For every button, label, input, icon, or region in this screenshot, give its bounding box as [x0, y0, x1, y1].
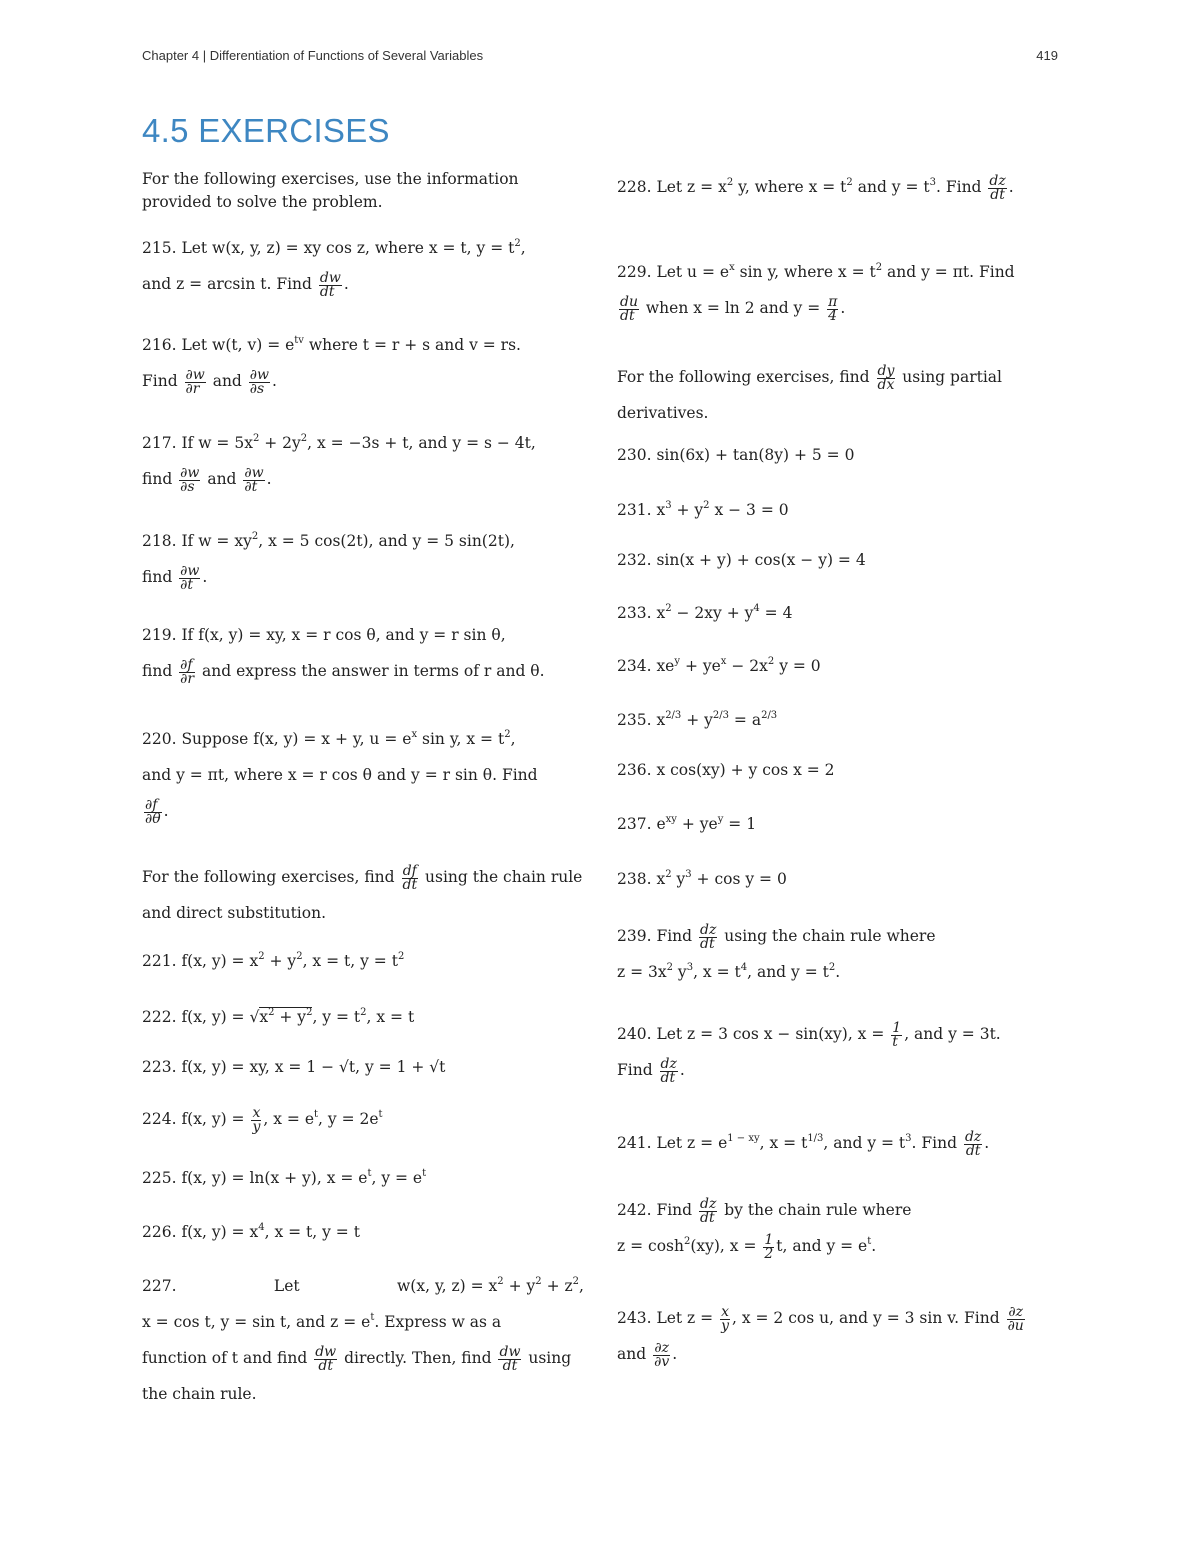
exercise-233: 233. $x^2 - 2xy + y^4 = 4$ — [617, 603, 793, 622]
page-number: 419 — [1036, 48, 1058, 63]
exercise-239: 239. Find $\frac{dz}{dt}$ using the chain rule where $z = 3x^2$ $y^3$, $x = t^4$, and $y = t^2$. — [617, 921, 936, 981]
exercise-240: 240. Let z = 3 cos x − sin(xy), x = $\frac{1}{t}$ , and y = 3t. Find $\frac{dz}{dt}$ . — [617, 1019, 1001, 1086]
exercise-236: 236. x cos(xy) + y cos x = 2 — [617, 761, 835, 779]
exercise-220: 220. Suppose f(x, y) = x + y, $u = e^x$ sin y, $x = t^2$, and y = πt, where x = r cos θ and y = r sin θ. Find $\frac{\partial f}{\partial\theta}$ . — [142, 729, 538, 827]
instructions-text: For the following exercises, use the information provided to solve the problem. — [142, 170, 519, 211]
exercise-242: 242. Find $\frac{dz}{dt}$ by the chain rule where $z = \cosh^2(xy)$, x = $\frac{1}{2}$ t, and $y = e^t$. — [617, 1195, 912, 1262]
instructions-text: For the following exercises, find $\frac{dy}{dx}$ using partial derivatives. — [617, 362, 1002, 422]
instructions-text: For the following exercises, find $\frac{df}{dt}$ using the chain rule and direct substitution. — [142, 862, 583, 922]
exercise-228: 228. Let $z = x^2$ y, where $x = t^2$ and $y = t^3$. Find $\frac{dz}{dt}$ . — [617, 172, 1014, 203]
section-title: 4.5 EXERCISES — [142, 112, 390, 149]
exercise-229: 229. Let $u = e^x$ sin y, where $x = t^2$ and y = πt. Find $\frac{du}{dt}$ when x = ln 2 and y = $\frac{\pi}{4}$ . — [617, 262, 1015, 324]
exercise-226: 226. f(x, $y) = x^4$, x = t, y = t — [142, 1222, 360, 1241]
exercise-215: 215. Let w(x, y, z) = xy cos z, where x = t, $y = t^2$, and z = arcsin t. Find $\frac{dw}{dt}$ . — [142, 238, 526, 300]
exercise-243: 243. Let z = $\frac{x}{y}$ , x = 2 cos u, and y = 3 sin v. Find $\frac{\partial z}{\partial u}$ and $\frac{\partial z}{\partial v}$ . — [617, 1303, 1024, 1370]
exercise-225: 225. f(x, y) = ln(x + y), $x = e^t$, $y = e^t$ — [142, 1168, 427, 1187]
chapter-title: Chapter 4 | Differentiation of Functions of Several Variables — [142, 48, 484, 63]
exercise-234: 234. $xe^y + ye^x - 2x^2$ y = 0 — [617, 656, 821, 675]
exercise-241: 241. Let $z = e^{1 - xy}$, $x = t^{1/3}$, and $y = t^3$. Find $\frac{dz}{dt}$ . — [617, 1128, 990, 1159]
exercise-222: 222. f(x, $y) = √x^2 + y^2$, $y = t^2$, x = t — [142, 1007, 415, 1026]
exercise-235: 235. $x^{2/3} + y^{2/3} = a^{2/3}$ — [617, 710, 778, 729]
exercise-231: 231. $x^3 + y^2$ x − 3 = 0 — [617, 500, 789, 519]
running-header — [142, 48, 1058, 68]
exercise-238: 238. $x^2$ $y^3 + \cos y = 0$ — [617, 869, 787, 888]
exercise-218: 218. If $w = xy^2$, x = 5 cos(2t), and y = 5 sin(2t), find $\frac{\partial w}{\partial t}$ . — [142, 531, 515, 593]
exercise-216: 216. Let w(t, $v) = e^{tv}$ where t = r + s and v = rs. Find $\frac{\partial w}{\partial r}$ and $\frac{\partial w}{\partial s}$ . — [142, 335, 521, 397]
exercise-224: 224. f(x, y) = $\frac{x}{y}$ , $x = e^t$, $y = 2e^t$ — [142, 1104, 383, 1135]
exercise-232: 232. sin(x + y) + cos(x − y) = 4 — [617, 551, 866, 569]
exercise-217: 217. If $w = 5x^2 + 2y^2$, x = −3s + t, and y = s − 4t, find $\frac{\partial w}{\partial s}$ and $\frac{\partial w}{\partial t}$ . — [142, 433, 536, 495]
exercise-219: 219. If f(x, y) = xy, x = r cos θ, and y = r sin θ, find $\frac{\partial f}{\partial r}$ and express the answer in terms of r and θ. — [142, 626, 545, 687]
exercise-237: 237. $e^{xy} + ye^y = 1$ — [617, 814, 757, 833]
exercise-223: 223. f(x, y) = xy, x = 1 − √t, y = 1 + √t — [142, 1058, 446, 1076]
exercise-227: 227. Let w(x, y, $z) = x^2 + y^2 + z^2$, x = cos t, y = sin t, and $z = e^t$. Express w as a function of t and find $\frac{dw}{dt}$ directly. Then, find $\frac{dw}{dt}$ using the chain rule. — [142, 1276, 584, 1403]
exercise-221: 221. f(x, $y) = x^2 + y^2$, x = t, $y = t^2$ — [142, 951, 405, 970]
exercise-230: 230. sin(6x) + tan(8y) + 5 = 0 — [617, 446, 855, 464]
